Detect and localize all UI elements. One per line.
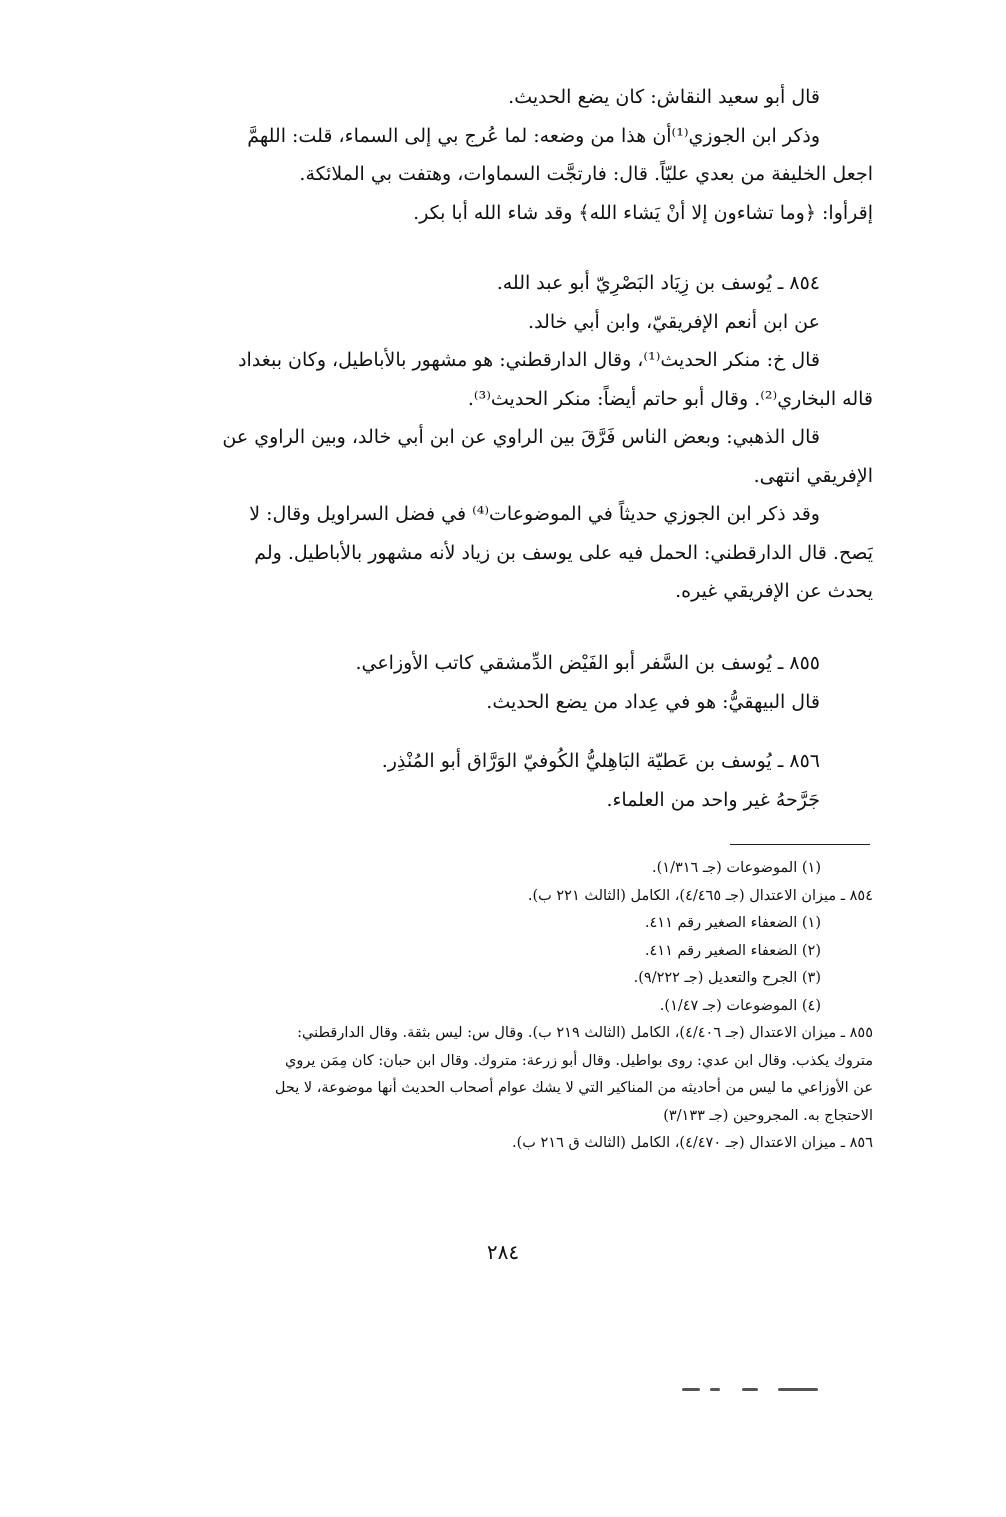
text-line: قال أبو سعيد النقاش: كان يضع الحديث.: [508, 86, 820, 108]
text-line: قال البيهقيُّ: هو في عِداد من يضع الحديث.: [486, 690, 820, 713]
paragraph: [125, 418, 873, 495]
entry-heading: [125, 264, 873, 303]
footnote: (٢) الضعفاء الصغير رقم ٤١١.: [644, 942, 821, 959]
entry-heading: [125, 644, 873, 683]
text-line: الإفريقي انتهى.: [753, 464, 873, 487]
text-line: قاله البخاري⁽²⁾. وقال أبو حاتم أيضاً: منكر الحديث⁽³⁾.: [467, 387, 873, 410]
text-line: ٨٥٦ ـ يُوسف بن عَطيّة البَاهِليُّ الكُوفيّ الوَرَّاق أبو المُنْذِر.: [381, 750, 820, 772]
entry-854: [125, 264, 873, 611]
paragraph: [125, 495, 873, 611]
entry-855: [125, 644, 873, 721]
paragraph: [125, 683, 873, 722]
text-line: يحدث عن الإفريقي غيره.: [675, 580, 873, 602]
footnote: ٨٥٤ ـ ميزان الاعتدال (جـ ٤/٤٦٥)، الكامل (الثالث ٢٢١ ب).: [527, 887, 873, 904]
footnote: (٤) الموضوعات (جـ ١/٤٧).: [659, 997, 821, 1014]
footnote-continuation: الاحتجاج به. المجروحين (جـ ٣/١٣٣): [663, 1107, 873, 1124]
text-line: قال الذهبي: وبعض الناس فَرَّقَ بين الراوي عن ابن أبي خالد، وبين الراوي عن: [222, 426, 820, 448]
footnote: ٨٥٦ ـ ميزان الاعتدال (جـ ٤/٤٧٠)، الكامل (الثالث ق ٢١٦ ب).: [511, 1135, 873, 1151]
page-number: ٢٨٤: [486, 1240, 520, 1264]
paragraph: [125, 781, 873, 820]
text-line: قال خ: منكر الحديث⁽¹⁾، وقال الدارقطني: هو مشهور بالأباطيل، وكان ببغداد: [238, 349, 820, 371]
footnote-continuation: متروك يكذب. وقال ابن عدي: روى بواطيل. وقال أبو زرعة: متروك. وقال ابن حبان: كان مِمَن يروي: [285, 1052, 873, 1069]
scan-smudge: [682, 1385, 822, 1395]
text-line: وذكر ابن الجوزي⁽¹⁾أن هذا من وضعه: لما عُرج بي إلى السماء، قلت: اللهمَّ: [247, 124, 820, 147]
text-line: يَصح. قال الدارقطني: الحمل فيه على يوسف بن زياد لأنه مشهور بالأباطيل. ولم: [254, 541, 873, 564]
paragraph: [125, 78, 873, 117]
paragraph: [125, 303, 873, 342]
footnote-continuation: عن الأوزاعي ما ليس من أحاديثه من المناكير التي لا يشك عوام أصحاب الحديث أنها موضوعة، لا يحل: [274, 1080, 873, 1096]
text-line: عن ابن أنعم الإفريقيّ، وابن أبي خالد.: [528, 310, 820, 333]
footnote: (١) الموضوعات (جـ ١/٣١٦).: [652, 860, 821, 876]
text-line: إقرأوا: ﴿وما تشاءون إلا أنْ يَشاء الله﴾ وقد شاء الله أبا بكر.: [413, 201, 873, 224]
footnote: (١) الضعفاء الصغير رقم ٤١١.: [644, 915, 821, 931]
entry-heading: [125, 742, 873, 781]
text-line: جَرَّحهُ غير واحد من العلماء.: [606, 788, 820, 811]
footnote: (٣) الجرح والتعديل (جـ ٩/٢٢٢).: [633, 970, 821, 986]
main-text: [125, 78, 873, 232]
footnotes: [125, 855, 873, 1158]
text-line: وقد ذكر ابن الجوزي حديثاً في الموضوعات⁽⁴⁾ في فضل السراويل وقال: لا: [249, 503, 820, 525]
text-line: ٨٥٥ ـ يُوسف بن السَّفر أبو الفَيْض الدِّمشقي كاتب الأوزاعي.: [355, 652, 820, 674]
entry-856: [125, 742, 873, 819]
paragraph: [125, 117, 873, 233]
text-line: ٨٥٤ ـ يُوسف بن زِيَاد البَصْرِيّ أبو عبد الله.: [496, 272, 820, 294]
paragraph: [125, 341, 873, 418]
footnote: ٨٥٥ ـ ميزان الاعتدال (جـ ٤/٤٠٦)، الكامل (الثالث ٢١٩ ب). وقال س: ليس بثقة. وقال الدارقطني:: [297, 1025, 873, 1041]
footnote-separator: [730, 844, 870, 845]
text-line: اجعل الخليفة من بعدي عليّاً. قال: فارتجَّت السماوات، وهتفت بي الملائكة.: [299, 163, 873, 185]
